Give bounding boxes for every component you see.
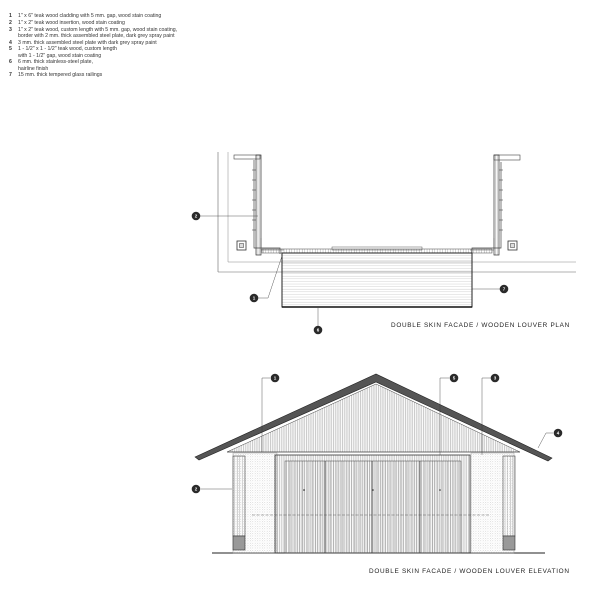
plan-callout-7 (500, 285, 509, 294)
legend-item-5: 5 1 - 1/2" x 1 - 1/2" teak wood, custom length with 1 - 1/2" gap, wood stain coating (9, 46, 117, 59)
legend-item-6: 6 6 mm. thick stainless-steel plate, hairline finish (9, 59, 93, 72)
svg-text:7: 7 (502, 286, 506, 292)
elevation-callout-4 (554, 429, 563, 438)
svg-text:4: 4 (556, 430, 560, 436)
elevation-callout-2 (192, 485, 201, 494)
plan-callout-2 (192, 212, 201, 221)
elevation-callout-5 (450, 374, 459, 383)
louver-plan-drawing (200, 152, 576, 328)
svg-text:2: 2 (194, 486, 198, 492)
svg-text:5: 5 (452, 375, 456, 381)
legend-item-3: 3 1" x 2" teak wood, custom length with 5 mm. gap, wood stain coating, border with 2 mm. thick assembled steel plate, dark grey spray paint (9, 26, 178, 39)
legend-item-4: 4 3 mm. thick assembled steel plate with dark grey spray paint (9, 39, 157, 46)
svg-text:6: 6 (316, 327, 320, 333)
elevation-callout-1 (271, 374, 280, 383)
legend-item-2: 2 1" x 2" teak wood insertion, wood stain coating (9, 19, 125, 26)
svg-text:3: 3 (493, 375, 497, 381)
plan-callout-1 (250, 294, 259, 303)
elevation-title: DOUBLE SKIN FACADE / WOODEN LOUVER ELEVATION (369, 568, 570, 575)
svg-text:1: 1 (273, 375, 277, 381)
plan-title: DOUBLE SKIN FACADE / WOODEN LOUVER PLAN (391, 322, 570, 329)
louver-elevation-drawing (195, 374, 553, 553)
svg-text:1: 1 (252, 295, 256, 301)
legend-item-7: 7 15 mm. thick tempered glass railings (9, 72, 103, 79)
elevation-callout-3 (491, 374, 500, 383)
plan-callout-6 (314, 326, 323, 335)
legend-item-1: 1 1" x 6" teak wood cladding with 5 mm. gap, wood stain coating (9, 13, 162, 19)
svg-text:2: 2 (194, 213, 198, 219)
